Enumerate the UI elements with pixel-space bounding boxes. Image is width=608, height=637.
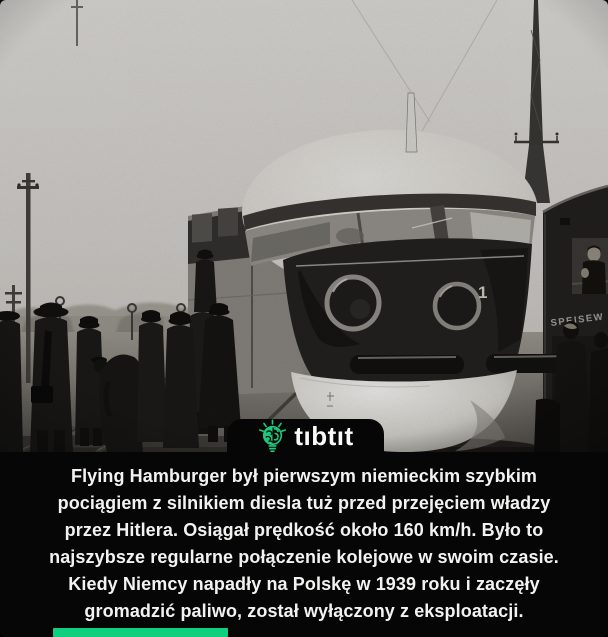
- logo-tab: [227, 419, 384, 455]
- caption-line: pociągiem z silnikiem diesla tuż przed przejęciem władzy: [57, 493, 551, 513]
- caption-line: Flying Hamburger był pierwszym niemieckim szybkim: [70, 466, 538, 486]
- lightbulb-brain-icon: [257, 419, 288, 455]
- caption-line: przez Hitlera. Osiągał prędkość około 160 km/h. Było to: [64, 520, 544, 540]
- brand-logo-text: tıbtıt: [294, 421, 354, 451]
- caption-line: Kiedy Niemcy napadły na Polskę w 1939 roku i zaczęły: [68, 574, 540, 594]
- caption-text: [0, 463, 608, 625]
- progress-bar: [53, 628, 228, 637]
- caption-line: najszybsze regularne połączenie kolejowe w swoim czasie.: [49, 547, 559, 567]
- caption-line: gromadzić paliwo, został wyłączony z eksploatacji.: [84, 601, 524, 621]
